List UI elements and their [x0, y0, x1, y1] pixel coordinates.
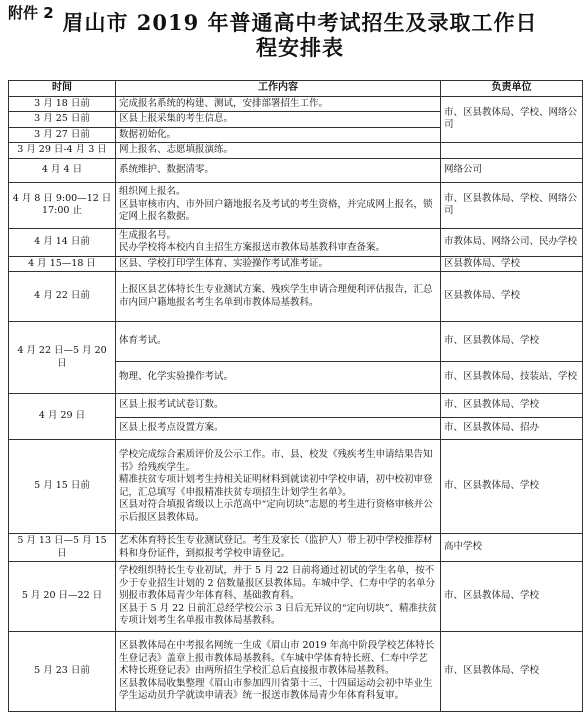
row-time: 4 月 8 日 9:00—12 日 17:00 止: [9, 182, 116, 228]
row-content: 系统维护、数据清零。: [116, 158, 441, 182]
row-time: 4 月 4 日: [9, 158, 116, 182]
row-unit: 市、区县教体局、学校、网络公司: [441, 182, 583, 228]
row-unit: 市、区县教体局、技装站、学校: [441, 362, 583, 394]
row-time: 3 月 29 日-4 月 3 日: [9, 143, 116, 159]
table-row: [9, 272, 583, 322]
table-row: [9, 182, 583, 228]
row-content: 艺术体育特长生专业测试登记。考生及家长（监护人）带上初中学校推荐材料和身份证件，到拟报考学校申请登记。: [116, 534, 441, 562]
row-content: 区县上报采集的考生信息。: [116, 112, 441, 128]
table-row: [9, 534, 583, 562]
row-content: 网上报名、志愿填报演练。: [116, 143, 441, 159]
table-row: [9, 256, 583, 272]
row-time: 5 月 15 日前: [9, 440, 116, 534]
row-time: 4 月 29 日: [9, 394, 116, 440]
row-content: 生成报名号。 民办学校将本校内自主招生方案报送市教体局基教科审查备案。: [116, 228, 441, 256]
row-unit: 市、区县教体局、学校、网络公司: [441, 96, 583, 143]
row-unit: 市、区县教体局、学校: [441, 562, 583, 632]
table-row: [9, 158, 583, 182]
row-content: 组织网上报名。 区县审核市内、市外回户籍地报名及考试的考生资格，并完成网上报名，锁定网上报名数据。: [116, 182, 441, 228]
row-time: 4 月 15—18 日: [9, 256, 116, 272]
header-time: 时间: [9, 81, 116, 97]
row-content: 物理、化学实验操作考试。: [116, 362, 441, 394]
row-time: 3 月 27 日前: [9, 127, 116, 143]
row-unit: 市教体局、网络公司、民办学校: [441, 228, 583, 256]
schedule-table: [8, 80, 583, 712]
title-line-1: 眉山市 2019 年普通高中考试招生及录取工作日: [62, 10, 538, 35]
attachment-label: 附件 2: [8, 4, 54, 22]
row-unit: 市、区县教体局、学校: [441, 322, 583, 362]
table-row: [9, 394, 583, 418]
row-time: 4 月 14 日前: [9, 228, 116, 256]
row-content: 完成报名系统的构建、测试，安排部署招生工作。: [116, 96, 441, 112]
row-content: 区县、学校打印学生体育、实验操作考试准考证。: [116, 256, 441, 272]
row-unit: 区县教体局、学校: [441, 272, 583, 322]
row-content: 区县教体局在中考报名网统一生成《眉山市 2019 年高中阶段学校艺体特长生登记表》盖章上报市教体局基教科。《车城中学体育特长班、仁寿中学艺术特长班登记表》由两所招生学校汇总后直接报市教体局基教科。 区县教体局收集整理《眉山市参加四川省第十三、十四届运动会初中毕业生学生运动员升学就读申请表》统一报送市教体局青少年体育科复审。: [116, 632, 441, 712]
row-time: 3 月 25 日前: [9, 112, 116, 128]
table-row: [9, 228, 583, 256]
row-content: 上报区县艺体特长生专业测试方案、残疾学生申请合理便利评估报告，汇总市内回户籍地报名考生名单到市教体局基教科。: [116, 272, 441, 322]
row-unit: 网络公司: [441, 158, 583, 182]
table-row: [9, 322, 583, 362]
row-time: 4 月 22 日—5 月 20 日: [9, 322, 116, 394]
row-time: 5 月 23 日前: [9, 632, 116, 712]
title-line-2: 程安排表: [256, 35, 344, 60]
table-header-row: [9, 81, 583, 97]
header-content: 工作内容: [116, 81, 441, 97]
row-content: 区县上报考点设置方案。: [116, 418, 441, 440]
table-row: [9, 632, 583, 712]
row-time: 3 月 18 日前: [9, 96, 116, 112]
table-row: [9, 96, 583, 112]
row-content: 数据初始化。: [116, 127, 441, 143]
row-unit: 市、区县教体局、学校: [441, 440, 583, 534]
document-title: [20, 10, 580, 60]
table-row: [9, 562, 583, 632]
row-unit: 市、区县教体局、学校: [441, 632, 583, 712]
row-time: 5 月 13 日—5 月 15 日: [9, 534, 116, 562]
row-content: 体育考试。: [116, 322, 441, 362]
row-content: 区县上报考试试卷订数。: [116, 394, 441, 418]
row-time: 4 月 22 日前: [9, 272, 116, 322]
table-row: [9, 440, 583, 534]
row-content: 学校组织特长生专业初试，并于 5 月 22 日前将通过初试的学生名单，按不少于专业招生计划的 2 倍数量报区县教体局。车城中学、仁寿中学的名单分别报市教体局青少年体育科、基础教育科。 区县于 5 月 22 日前汇总经学校公示 3 日后无异议的“定向切块”、精准扶贫专项计划考生名单报市教体局基教科。: [116, 562, 441, 632]
row-content: 学校完成综合素质评价及公示工作。市、县、校发《残疾考生申请结果告知书》给残疾学生。 精准扶贫专项计划考生持相关证明材料到就读初中学校申请，初中校初审登记，汇总填写《申报精准扶贫专项招生计划学生名单》。 区县对符合填报省级以上示范高中“定向切块”志愿的考生进行资格审核并公示后报区县教体局。: [116, 440, 441, 534]
row-time: 5 月 20 日—22 日: [9, 562, 116, 632]
row-unit: 高中学校: [441, 534, 583, 562]
table-row: [9, 143, 583, 159]
row-unit: 市、区县教体局、学校: [441, 394, 583, 418]
header-unit: 负责单位: [441, 81, 583, 97]
row-unit: 市、区县教体局、招办: [441, 418, 583, 440]
row-unit: [441, 143, 583, 159]
row-unit: 区县教体局、学校: [441, 256, 583, 272]
